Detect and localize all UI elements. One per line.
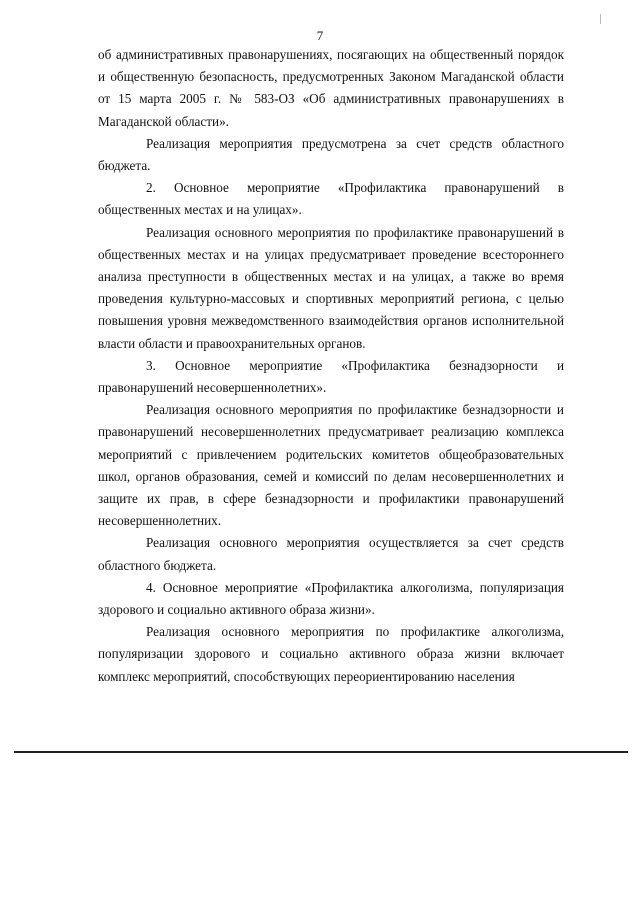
paragraph-1: об административных правонарушениях, посягающих на общественный порядок и общественную безопасность, предусмотренных Законом Магаданской области от 15 марта 2005 г. № 583-ОЗ «Об административных правонарушениях в Магаданской области». — [98, 47, 564, 129]
paragraph-8-heading: 4. Основное мероприятие «Профилактика алкоголизма, популяризация здорового и социально активного образа жизни». — [98, 579, 564, 618]
page-number: 7 — [316, 28, 324, 43]
paragraph-7: Реализация основного мероприятия осуществляется за счет средств областного бюджета. — [98, 535, 564, 573]
horizontal-rule — [14, 751, 628, 753]
paragraph-2: Реализация мероприятия предусмотрена за счет средств областного бюджета. — [98, 135, 564, 174]
paragraph-5-heading: 3. Основное мероприятие «Профилактика безнадзорности и правонарушений несовершеннолетних». — [98, 357, 564, 396]
scan-mark — [600, 14, 601, 24]
body-text — [98, 44, 564, 688]
paragraph-6: Реализация основного мероприятия по профилактике безнадзорности и правонарушений несовершеннолетних предусматривает реализацию комплекса мероприятий с привлечением родительских комитетов общеобразовательных школ, органов образования, семей и комиссий по делам несовершеннолетних и защите их прав, в сфере безнадзорности и профилактики правонарушений несовершеннолетних. — [98, 402, 564, 529]
paragraph-9: Реализация основного мероприятия по профилактике алкоголизма, популяризации здорового и социально активного образа жизни включает комплекс мероприятий, способствующих переориентированию населения — [98, 624, 564, 684]
paragraph-3-heading: 2. Основное мероприятие «Профилактика правонарушений в общественных местах и на улицах». — [98, 180, 564, 218]
paragraph-4: Реализация основного мероприятия по профилактике правонарушений в общественных местах и на улицах предусматривает проведение всестороннего анализа преступности в общественных местах и на улицах, а также во время проведения культурно-массовых и спортивных мероприятий региона, с целью повышения уровня межведомственного взаимодействия органов исполнительной власти области и правоохранительных органов. — [98, 224, 564, 351]
